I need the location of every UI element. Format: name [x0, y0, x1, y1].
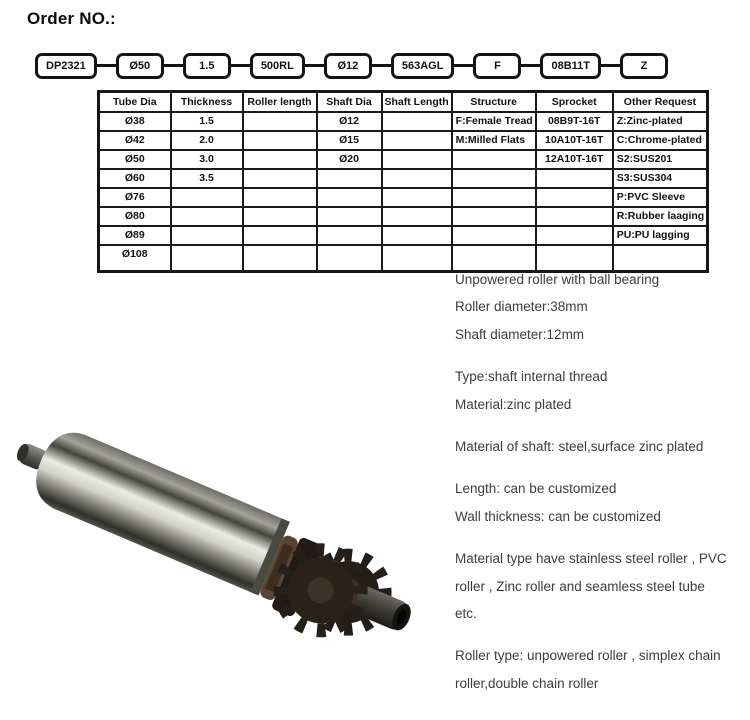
- table-cell: [171, 207, 243, 226]
- table-cell: Ø38: [99, 112, 171, 131]
- order-code-box: F: [473, 53, 521, 79]
- table-header-cell: Tube Dia: [99, 92, 171, 112]
- table-cell: Ø76: [99, 188, 171, 207]
- table-cell: P:PVC Sleeve: [613, 188, 708, 207]
- table-cell: [171, 245, 243, 272]
- description-line: etc.: [455, 606, 477, 622]
- connector-line: [454, 64, 473, 67]
- table-row: [99, 169, 708, 188]
- table-cell: 1.5: [171, 112, 243, 131]
- table-cell: R:Rubber laaging: [613, 207, 708, 226]
- connector-line: [601, 64, 620, 67]
- table-cell: [243, 131, 317, 150]
- connector-line: [521, 64, 540, 67]
- description-line: Wall thickness: can be customized: [455, 508, 661, 524]
- table-cell: [317, 188, 382, 207]
- description-paragraph: [455, 363, 750, 418]
- description-line: Roller type: unpowered roller , simplex chain: [455, 648, 721, 664]
- description-paragraph: [455, 433, 750, 460]
- description-line: Material of shaft: steel,surface zinc plated: [455, 439, 704, 455]
- table-cell: Ø60: [99, 169, 171, 188]
- table-cell: [317, 169, 382, 188]
- order-code-box: 1.5: [183, 53, 231, 79]
- description-line: Material:zinc plated: [455, 396, 572, 412]
- description-line: Unpowered roller with ball bearing: [455, 272, 660, 287]
- table-cell: [452, 169, 536, 188]
- table-cell: Ø89: [99, 226, 171, 245]
- table-cell: [536, 226, 613, 245]
- table-cell: [452, 207, 536, 226]
- table-cell: [536, 207, 613, 226]
- table-row: [99, 131, 708, 150]
- order-code-box: 563AGL: [391, 53, 455, 79]
- table-cell: Ø42: [99, 131, 171, 150]
- table-cell: [243, 150, 317, 169]
- table-cell: [452, 150, 536, 169]
- table-cell: [243, 188, 317, 207]
- table-header-cell: Other Request: [613, 92, 708, 112]
- description-line: Type:shaft internal thread: [455, 369, 608, 385]
- table-cell: [382, 245, 452, 272]
- table-row: [99, 188, 708, 207]
- connector-line: [231, 64, 250, 67]
- description-line: Length: can be customized: [455, 481, 617, 497]
- connector-line: [372, 64, 391, 67]
- order-code-box: Z: [620, 53, 668, 79]
- table-row: [99, 207, 708, 226]
- table-cell: 3.0: [171, 150, 243, 169]
- table-cell: Ø80: [99, 207, 171, 226]
- table-cell: [243, 226, 317, 245]
- order-code-box: Ø50: [116, 53, 164, 79]
- table-cell: [317, 226, 382, 245]
- table-cell: [536, 169, 613, 188]
- order-code-box: 500RL: [250, 53, 305, 79]
- table-header-cell: Shaft Length: [382, 92, 452, 112]
- description-line: roller,double chain roller: [455, 675, 599, 691]
- table-cell: C:Chrome-plated: [613, 131, 708, 150]
- description-paragraph: [455, 642, 750, 697]
- table-cell: Ø50: [99, 150, 171, 169]
- table-cell: [171, 188, 243, 207]
- table-header-cell: Roller length: [243, 92, 317, 112]
- table-cell: Z:Zinc-plated: [613, 112, 708, 131]
- table-row: [99, 112, 708, 131]
- table-cell: [382, 150, 452, 169]
- table-cell: 3.5: [171, 169, 243, 188]
- table-cell: [452, 188, 536, 207]
- table-cell: [171, 226, 243, 245]
- description-line: roller , Zinc roller and seamless steel tube: [455, 578, 705, 594]
- table-cell: [382, 169, 452, 188]
- product-photo: [15, 285, 445, 715]
- table-cell: Ø15: [317, 131, 382, 150]
- description-text: [455, 266, 750, 712]
- table-cell: S2:SUS201: [613, 150, 708, 169]
- order-code-diagram: [35, 51, 668, 80]
- description-paragraph: [455, 475, 750, 530]
- table-cell: [243, 207, 317, 226]
- table-row: [99, 226, 708, 245]
- table-header-row: [99, 92, 708, 112]
- table-header-cell: Sprocket: [536, 92, 613, 112]
- order-code-box: DP2321: [35, 53, 97, 79]
- table-row: [99, 150, 708, 169]
- description-paragraph: [455, 266, 750, 348]
- table-cell: M:Milled Flats: [452, 131, 536, 150]
- table-cell: [452, 226, 536, 245]
- table-cell: Ø108: [99, 245, 171, 272]
- table-cell: 2.0: [171, 131, 243, 150]
- table-cell: [317, 245, 382, 272]
- table-cell: Ø12: [317, 112, 382, 131]
- connector-line: [305, 64, 324, 67]
- table-cell: [382, 112, 452, 131]
- table-header-cell: Shaft Dia: [317, 92, 382, 112]
- roller-photo-graphic: [15, 285, 445, 715]
- order-code-box: Ø12: [324, 53, 372, 79]
- connector-line: [97, 64, 116, 67]
- table-cell: [243, 169, 317, 188]
- table-header-cell: Thickness: [171, 92, 243, 112]
- table-cell: [382, 131, 452, 150]
- table-header-cell: Structure: [452, 92, 536, 112]
- table-cell: F:Female Tread: [452, 112, 536, 131]
- table-cell: S3:SUS304: [613, 169, 708, 188]
- description-line: Material type have stainless steel roller , PVC: [455, 551, 727, 567]
- table-cell: [382, 226, 452, 245]
- roller-tube-body: [26, 423, 289, 595]
- table-cell: Ø20: [317, 150, 382, 169]
- table-cell: [317, 207, 382, 226]
- description-paragraph: [455, 545, 750, 627]
- table-cell: [382, 188, 452, 207]
- connector-line: [164, 64, 183, 67]
- spec-table: [97, 90, 709, 273]
- table-cell: 12A10T-16T: [536, 150, 613, 169]
- table-cell: [536, 188, 613, 207]
- table-cell: 08B9T-16T: [536, 112, 613, 131]
- table-cell: [243, 245, 317, 272]
- description-line: Shaft diameter:12mm: [455, 326, 585, 342]
- table-cell: PU:PU lagging: [613, 226, 708, 245]
- description-line: Roller diameter:38mm: [455, 299, 588, 315]
- order-code-box: 08B11T: [540, 53, 601, 79]
- table-cell: [382, 207, 452, 226]
- table-cell: [243, 112, 317, 131]
- order-no-label: Order NO.:: [27, 9, 116, 28]
- table-cell: 10A10T-16T: [536, 131, 613, 150]
